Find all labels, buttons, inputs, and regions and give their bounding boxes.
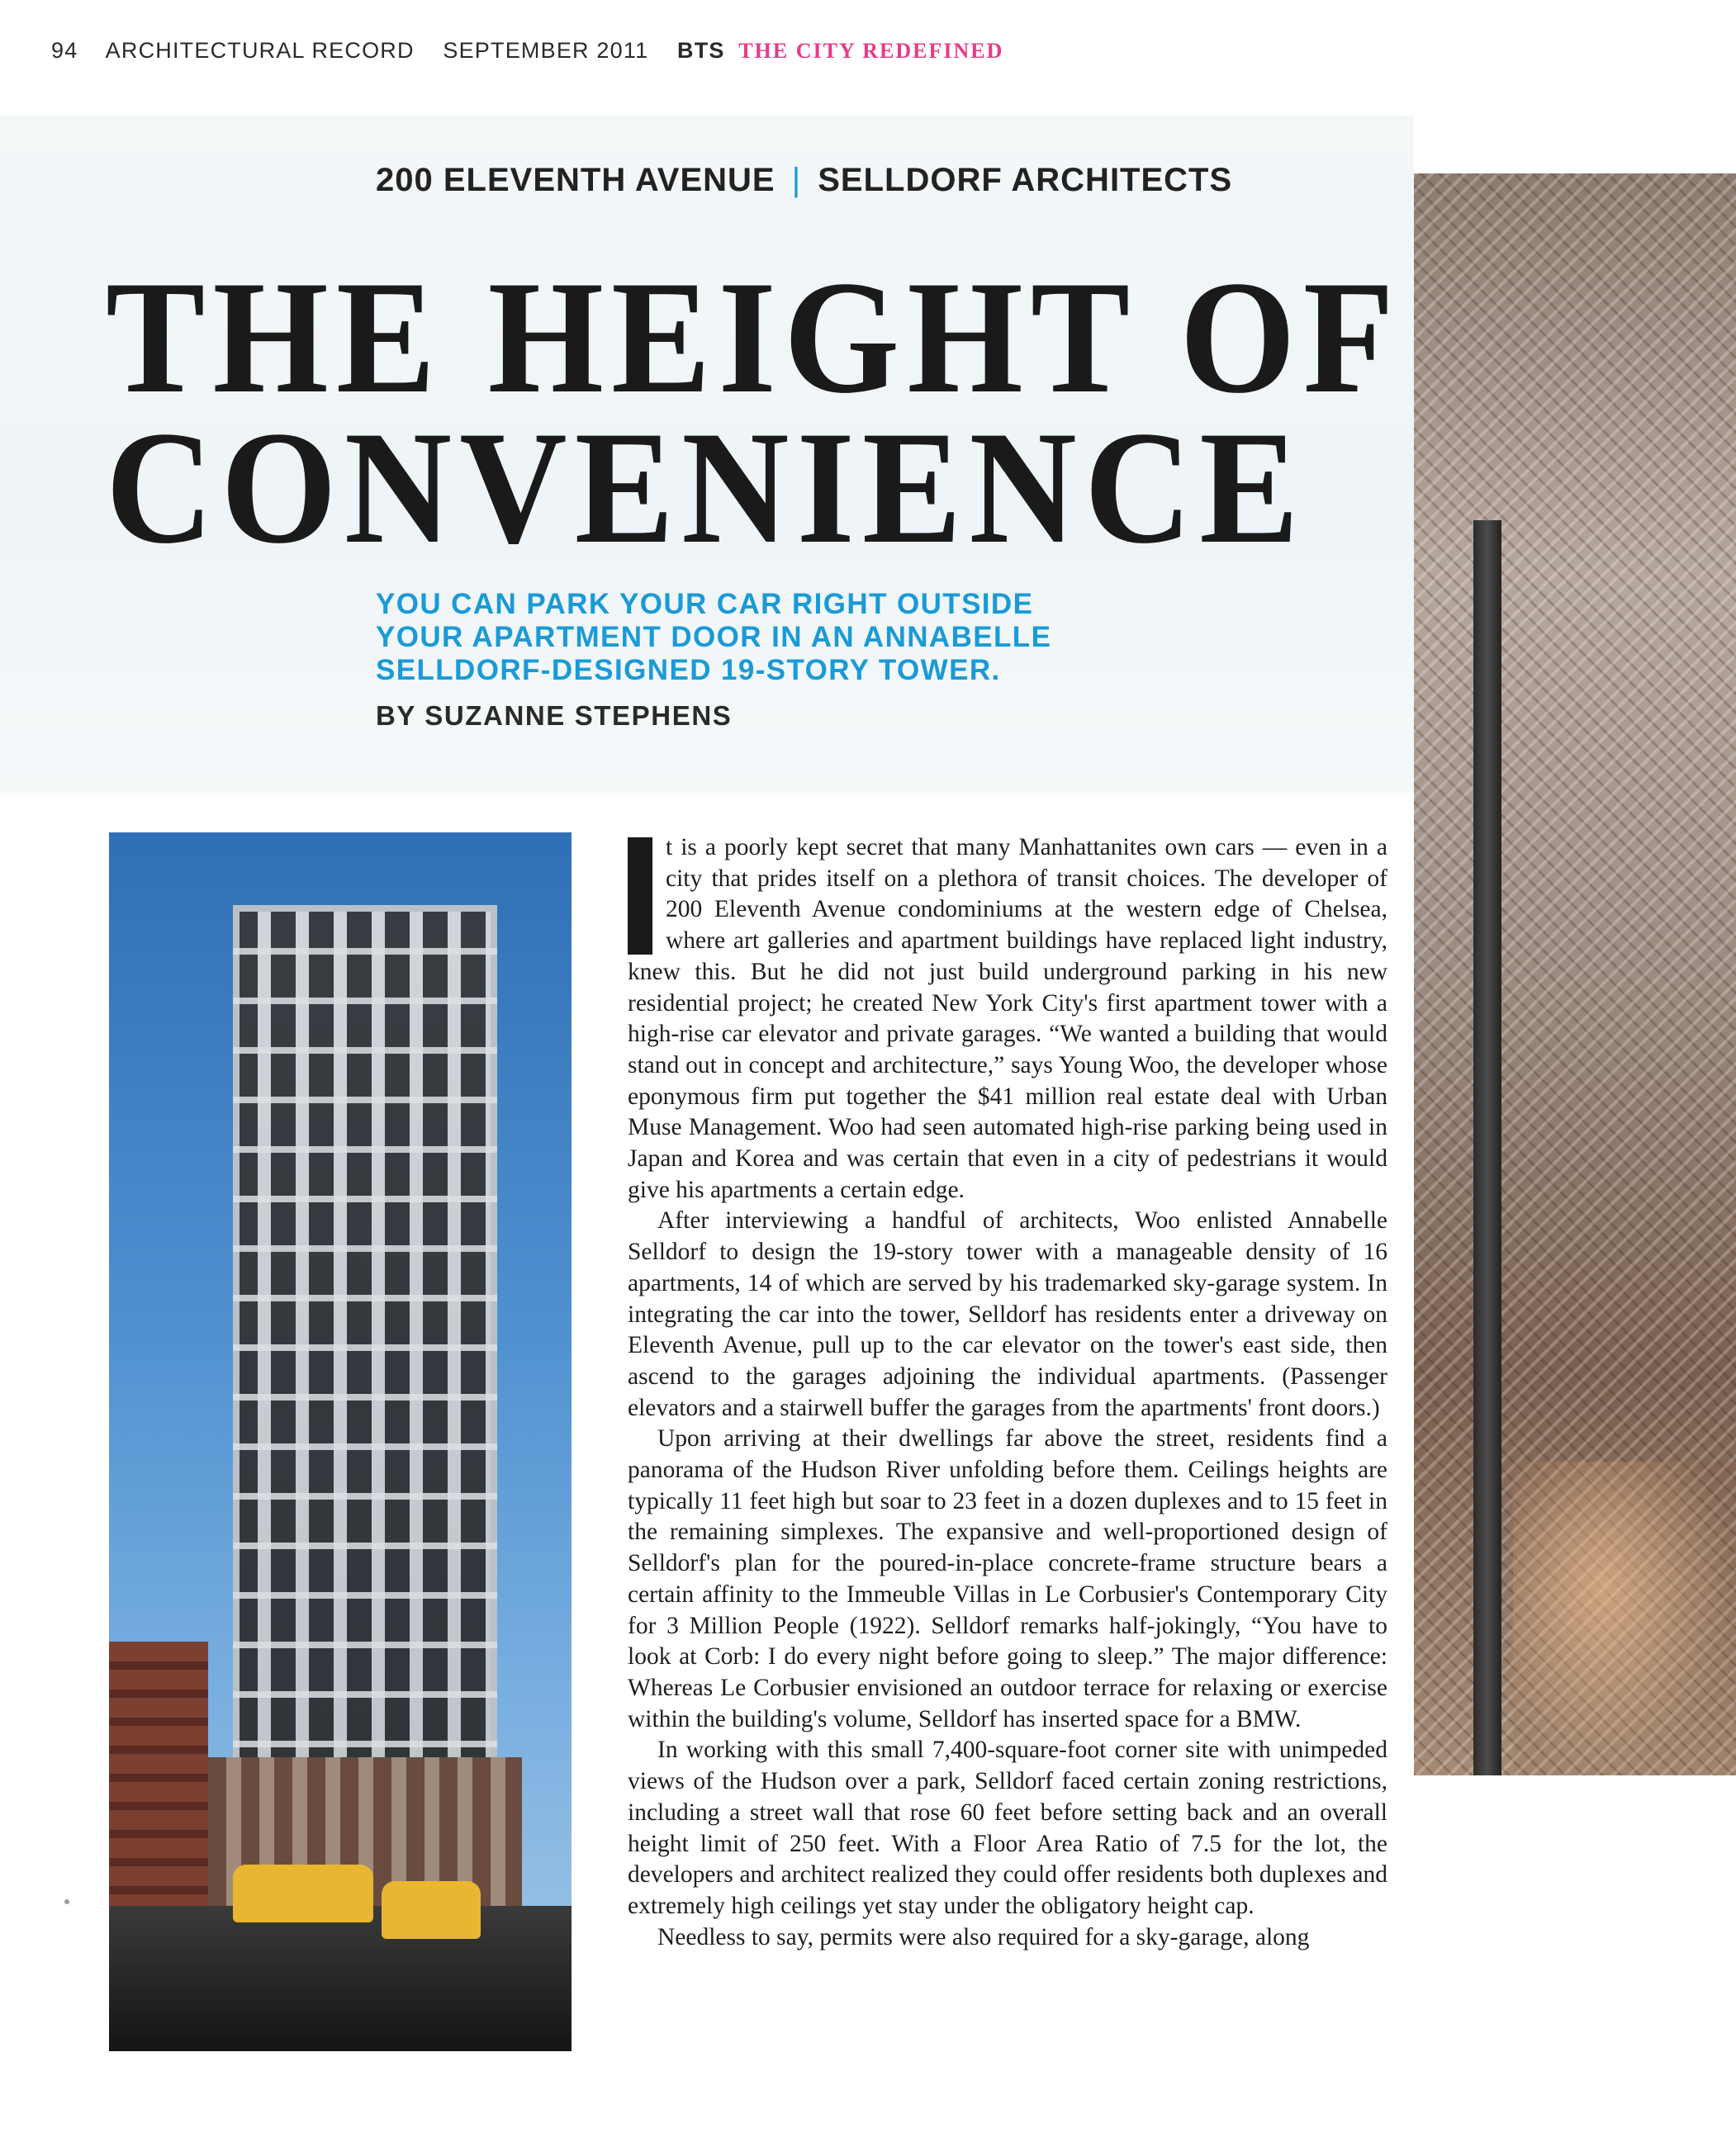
bts-label: BTS bbox=[677, 38, 725, 63]
section-title: THE CITY REDEFINED bbox=[738, 39, 1004, 63]
tower-photo bbox=[109, 832, 572, 2051]
page-number: 94 bbox=[51, 38, 78, 63]
tower-floor-lines bbox=[233, 905, 497, 1846]
deck-line-1: YOU CAN PARK YOUR CAR RIGHT OUTSIDE bbox=[376, 588, 1034, 620]
article-body bbox=[628, 832, 1387, 1953]
article-paragraph: Upon arriving at their dwellings far above the street, residents find a panorama of the Hudson River unfolding before them. Ceilings heights are typically 11 feet high but soar to 23 feet in a dozen duplexes and to 15 feet in the remaining simplexes. The expansive and well-proportioned design of Selldorf's plan for the poured-in-place concrete-frame structure bears a certain affinity to the Immeuble Villas in Le Corbusier's Contemporary City for 3 Million People (1922). Selldorf remarks half-jokingly, “You have to look at Corb: I do every night before going to sleep.” The major difference: Whereas Le Corbusier envisioned an outdoor terrace for relaxing or exercise within the building's volume, Selldorf has inserted space for a BMW. bbox=[628, 1425, 1387, 1732]
headline-line-2: CONVENIENCE bbox=[106, 398, 1307, 577]
metal-sheen bbox=[1513, 1462, 1736, 1775]
headline bbox=[106, 248, 1402, 577]
article-paragraph: In working with this small 7,400-square-foot corner site with unimpeded views of the Hudson over a park, Selldorf faced certain zoning restrictions, including a street wall that rose 60 feet before setting back and an overall height limit of 250 feet. With a Floor Area Ratio of 7.5 for the lot, the developers and architect realized they could offer residents both duplexes and extremely high ceilings yet stay under the obligatory height cap. bbox=[628, 1737, 1387, 1919]
article-paragraph: Needless to say, permits were also required for a sky-garage, along bbox=[657, 1923, 1310, 1950]
taxi-cab bbox=[233, 1865, 373, 1922]
street bbox=[109, 1906, 572, 2051]
running-head bbox=[51, 38, 1025, 71]
deck bbox=[376, 588, 1119, 687]
drop-cap bbox=[628, 837, 652, 955]
publication-name: ARCHITECTURAL RECORD bbox=[105, 38, 415, 63]
deck-line-3: SELLDORF-DESIGNED 19-STORY TOWER. bbox=[376, 654, 1001, 686]
taxi-cab bbox=[382, 1881, 481, 1939]
print-mark bbox=[64, 1899, 69, 1904]
article-paragraph: After interviewing a handful of architects, Woo enlisted Annabelle Selldorf to design the 19-story tower with a manageable density of 16 apartments, 14 of which are served by his trademarked sky-garage system. In integrating the car into the tower, Selldorf has residents enter a driveway on Eleventh Avenue, pull up to the car elevator on the tower's east side, then ascend to the garages adjoining the individual apartments. (Passenger elevators and a stairwell buffer the garages from the apartments' front doors.) bbox=[628, 1207, 1387, 1421]
issue-date: SEPTEMBER 2011 bbox=[443, 38, 649, 63]
deck-line-2: YOUR APARTMENT DOOR IN AN ANNABELLE bbox=[376, 621, 1052, 653]
headline-line-1: THE HEIGHT OF bbox=[106, 248, 1402, 427]
architect-name: SELLDORF ARCHITECTS bbox=[818, 162, 1233, 198]
kicker-separator: | bbox=[791, 162, 802, 198]
handrail-post bbox=[1473, 520, 1501, 1775]
neighbor-building bbox=[109, 1642, 208, 1939]
kicker bbox=[376, 162, 1233, 199]
project-name: 200 ELEVENTH AVENUE bbox=[376, 162, 776, 198]
stairwell-photo bbox=[1414, 173, 1736, 1775]
byline: BY SUZANNE STEPHENS bbox=[376, 700, 733, 731]
article-paragraph: t is a poorly kept secret that many Manhattanites own cars — even in a city that prides itself on a plethora of transit choices. The developer of 200 Eleventh Avenue condominiums at the western edge of Chelsea, where art galleries and apartment buildings have replaced light industry, knew this. But he did not just build underground parking in his new residential project; he created New York City's first apartment tower with a high-rise car elevator and private garages. “We wanted a building that would stand out in concept and architecture,” says Young Woo, the developer whose eponymous firm put together the $41 million real estate deal with Urban Muse Management. Woo had seen automated high-rise parking being used in Japan and Korea and was certain that even in a city of pedestrians it would give his apartments a certain edge. bbox=[628, 834, 1387, 1203]
